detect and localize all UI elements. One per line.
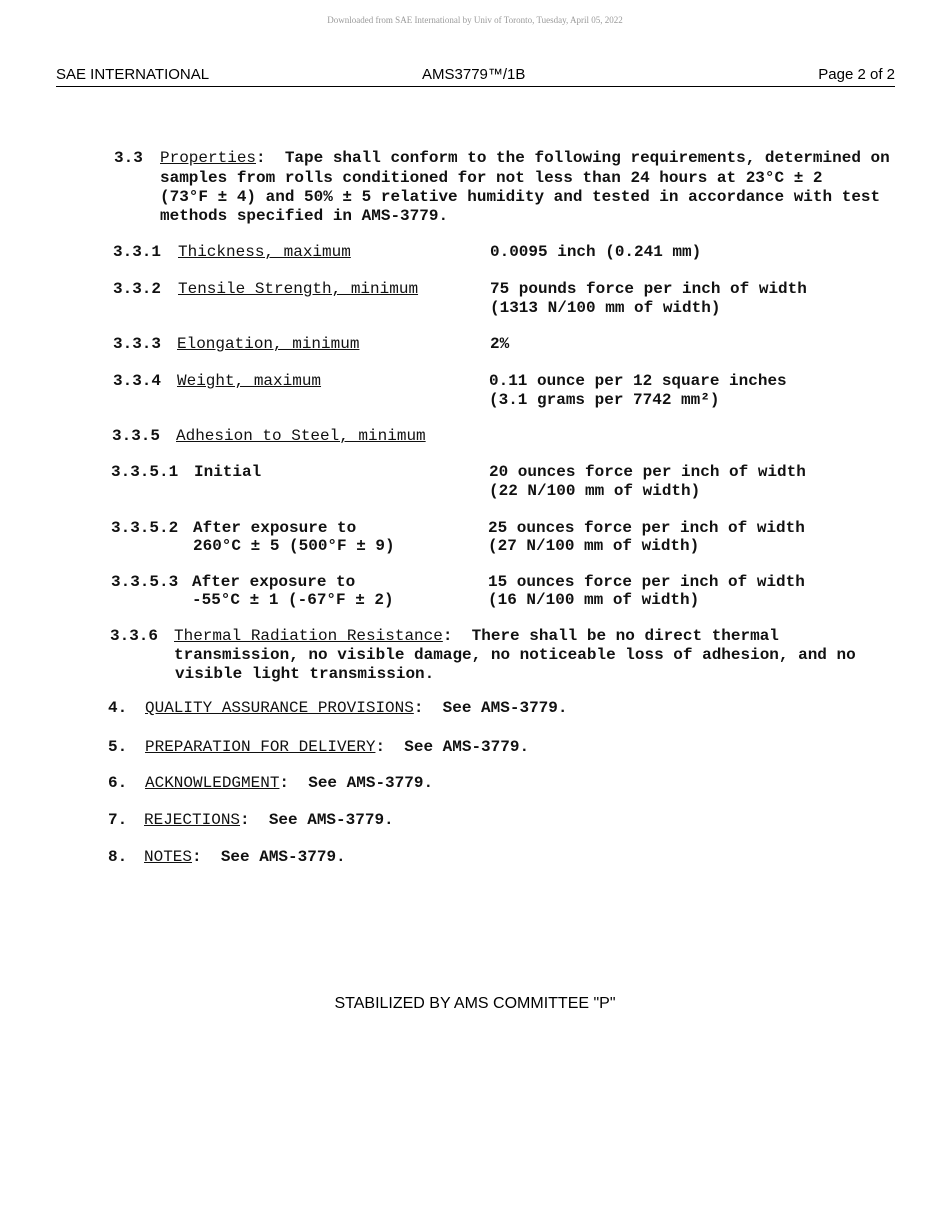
section-5-number: 5. xyxy=(108,738,128,756)
adhesion-3-3-5-3-value-metric: (16 N/100 mm of width) xyxy=(488,591,700,609)
section-3-3-line1-text: : Tape shall conform to the following requirements, determined on xyxy=(256,149,890,167)
section-8-line xyxy=(144,848,346,867)
page-header xyxy=(56,66,895,87)
prop-3-3-1-number: 3.3.1 xyxy=(113,243,162,261)
section-7-line xyxy=(144,811,394,830)
adhesion-3-3-5-1-value-metric: (22 N/100 mm of width) xyxy=(489,482,701,500)
section-6-line xyxy=(145,774,433,793)
section-8-number: 8. xyxy=(108,848,128,866)
prop-3-3-2-number: 3.3.2 xyxy=(113,280,162,298)
section-8-text: : See AMS-3779. xyxy=(192,848,346,866)
section-3-3-6-title: Thermal Radiation Resistance xyxy=(174,627,443,645)
prop-3-3-5-label: Adhesion to Steel, minimum xyxy=(176,427,426,445)
adhesion-3-3-5-3-value: 15 ounces force per inch of width xyxy=(488,573,805,591)
prop-3-3-5-number: 3.3.5 xyxy=(112,427,161,445)
header-page-number: Page 2 of 2 xyxy=(818,66,895,83)
section-3-3-line3: (73°F ± 4) and 50% ± 5 relative humidity and tested in accordance with test xyxy=(160,188,881,206)
download-watermark: Downloaded from SAE International by Univ of Toronto, Tuesday, April 05, 2022 xyxy=(327,15,623,25)
prop-3-3-4-value-metric: (3.1 grams per 7742 mm²) xyxy=(489,391,720,409)
section-6-title: ACKNOWLEDGMENT xyxy=(145,774,280,792)
adhesion-3-3-5-2-label: After exposure to xyxy=(193,519,357,537)
section-6-number: 6. xyxy=(108,774,128,792)
section-3-3-6-line2: transmission, no visible damage, no noticeable loss of adhesion, and no xyxy=(174,646,856,664)
section-4-text: : See AMS-3779. xyxy=(413,699,568,717)
stabilized-notice: STABILIZED BY AMS COMMITTEE "P" xyxy=(334,995,616,1012)
adhesion-3-3-5-2-value-metric: (27 N/100 mm of width) xyxy=(488,537,700,555)
adhesion-3-3-5-2-condition: 260°C ± 5 (500°F ± 9) xyxy=(193,537,395,555)
section-3-3-6-line1-text: : There shall be no direct thermal xyxy=(442,627,779,645)
adhesion-3-3-5-3-number: 3.3.5.3 xyxy=(111,573,179,591)
prop-3-3-3-value: 2% xyxy=(490,335,510,353)
section-4-title: QUALITY ASSURANCE PROVISIONS xyxy=(145,699,414,717)
header-org: SAE INTERNATIONAL xyxy=(56,66,210,83)
section-3-3-line4: methods specified in AMS-3779. xyxy=(160,207,449,225)
adhesion-3-3-5-1-value: 20 ounces force per inch of width xyxy=(489,463,806,481)
adhesion-3-3-5-3-condition: -55°C ± 1 (-67°F ± 2) xyxy=(192,591,394,609)
adhesion-3-3-5-2-value: 25 ounces force per inch of width xyxy=(488,519,805,537)
prop-3-3-3-label: Elongation, minimum xyxy=(177,335,360,353)
section-4-number: 4. xyxy=(108,699,128,717)
section-3-3-number: 3.3 xyxy=(114,149,143,167)
section-7-text: : See AMS-3779. xyxy=(240,811,394,829)
adhesion-3-3-5-1-number: 3.3.5.1 xyxy=(111,463,179,481)
section-5-line xyxy=(145,738,529,757)
section-5-title: PREPARATION FOR DELIVERY xyxy=(145,738,376,756)
section-7-number: 7. xyxy=(108,811,128,829)
section-3-3-title: Properties xyxy=(160,149,257,167)
section-5-text: : See AMS-3779. xyxy=(375,738,530,756)
adhesion-3-3-5-3-label: After exposure to xyxy=(192,573,356,591)
section-3-3-6-line1 xyxy=(174,627,779,646)
prop-3-3-2-value-metric: (1313 N/100 mm of width) xyxy=(490,299,721,317)
section-3-3-line2: samples from rolls conditioned for not less than 24 hours at 23°C ± 2 xyxy=(160,169,823,187)
adhesion-3-3-5-1-label: Initial xyxy=(194,463,262,481)
prop-3-3-3-number: 3.3.3 xyxy=(113,335,162,353)
section-4-line xyxy=(145,699,567,718)
prop-3-3-4-number: 3.3.4 xyxy=(113,372,162,390)
prop-3-3-2-label: Tensile Strength, minimum xyxy=(178,280,419,298)
prop-3-3-1-label: Thickness, maximum xyxy=(178,243,351,261)
adhesion-3-3-5-2-number: 3.3.5.2 xyxy=(111,519,179,537)
section-7-title: REJECTIONS xyxy=(144,811,241,829)
prop-3-3-4-value: 0.11 ounce per 12 square inches xyxy=(489,372,787,390)
header-doc-id: AMS3779™/1B xyxy=(422,66,526,83)
section-8-title: NOTES xyxy=(144,848,193,866)
prop-3-3-4-label: Weight, maximum xyxy=(177,372,322,390)
section-3-3-6-line3: visible light transmission. xyxy=(175,665,435,683)
section-6-text: : See AMS-3779. xyxy=(279,774,434,792)
section-3-3-line1 xyxy=(160,149,890,168)
section-3-3-6-number: 3.3.6 xyxy=(110,627,159,645)
prop-3-3-1-value: 0.0095 inch (0.241 mm) xyxy=(490,243,702,261)
prop-3-3-2-value: 75 pounds force per inch of width xyxy=(490,280,807,298)
